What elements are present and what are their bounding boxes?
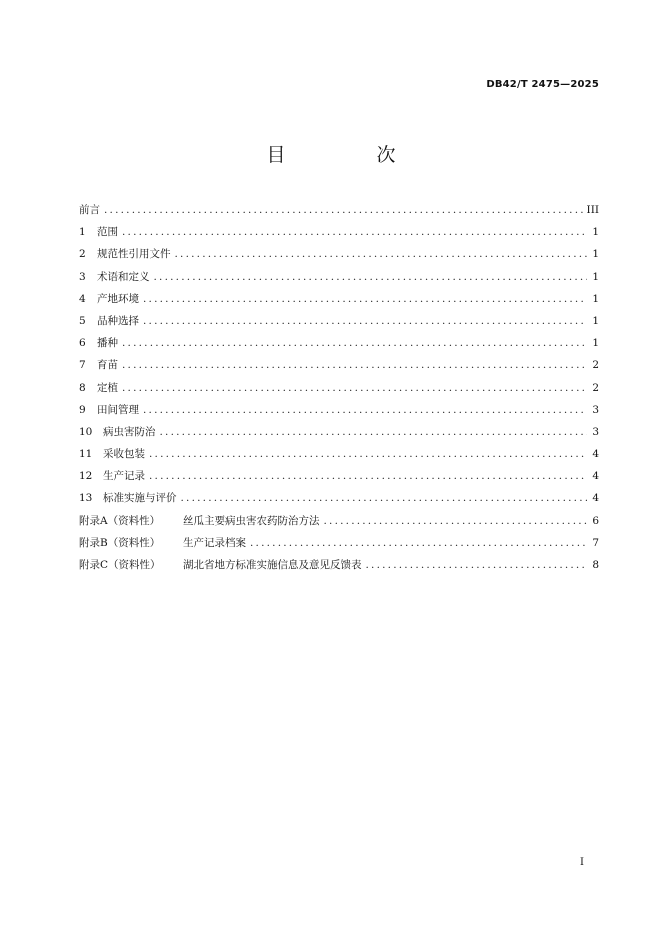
toc-page-number: 6 [592, 514, 599, 527]
toc-leader-dots [122, 377, 587, 399]
toc-leader-dots [149, 443, 587, 465]
toc-page-number: 2 [592, 359, 599, 372]
toc-label: 生产记录 [103, 470, 145, 483]
toc-label: 前言 [79, 204, 100, 216]
toc-number: 1 [79, 226, 86, 239]
toc-number: 3 [79, 270, 86, 283]
toc-leader-dots [149, 465, 587, 487]
toc-page-number: 1 [592, 292, 599, 305]
table-of-contents [79, 199, 599, 576]
toc-leader-dots [181, 487, 588, 509]
toc-page-number: 7 [592, 536, 599, 549]
toc-label: 生产记录档案 [183, 536, 246, 549]
toc-label: 术语和定义 [97, 270, 150, 283]
toc-label: 规范性引用文件 [97, 248, 171, 261]
standard-code: DB42/T 2475—2025 [486, 79, 599, 90]
toc-entry-appendix-b[interactable] [79, 532, 599, 554]
toc-entry-1[interactable] [79, 221, 599, 243]
toc-label: 育苗 [97, 359, 118, 372]
toc-entry-2[interactable] [79, 243, 599, 265]
toc-leader-dots [154, 266, 588, 288]
toc-leader-dots [104, 199, 583, 221]
toc-label: 播种 [97, 337, 118, 350]
toc-entry-appendix-a[interactable] [79, 510, 599, 532]
toc-label: 定植 [97, 381, 118, 394]
toc-entry-6[interactable] [79, 332, 599, 354]
toc-entry-4[interactable] [79, 288, 599, 310]
toc-label: 湖北省地方标准实施信息及意见反馈表 [183, 559, 362, 571]
toc-page-number: 3 [592, 403, 599, 416]
toc-leader-dots [143, 399, 587, 421]
toc-page-number: 1 [592, 314, 599, 327]
toc-entry-12[interactable] [79, 465, 599, 487]
toc-number: 5 [79, 314, 86, 327]
toc-entry-3[interactable] [79, 266, 599, 288]
toc-label: 丝瓜主要病虫害农药防治方法 [183, 514, 320, 527]
toc-number: 7 [79, 359, 86, 372]
toc-page-number: III [586, 204, 599, 216]
toc-number: 6 [79, 337, 86, 350]
toc-leader-dots [143, 310, 587, 332]
page-title: 目 次 [266, 144, 432, 166]
toc-leader-dots [122, 354, 587, 376]
toc-page-number: 8 [592, 559, 599, 571]
toc-number: 4 [79, 292, 86, 305]
toc-number: 11 [79, 448, 93, 461]
toc-page-number: 1 [592, 270, 599, 283]
toc-entry-13[interactable] [79, 487, 599, 509]
toc-entry-appendix-c[interactable] [79, 554, 599, 576]
toc-number: 附录C（资料性） [79, 559, 161, 571]
toc-entry-foreword[interactable] [79, 199, 599, 221]
toc-label: 病虫害防治 [103, 425, 156, 438]
toc-entry-5[interactable] [79, 310, 599, 332]
toc-page-number: 2 [592, 381, 599, 394]
toc-page-number: 4 [592, 492, 599, 505]
toc-entry-9[interactable] [79, 399, 599, 421]
toc-page-number: 1 [592, 337, 599, 350]
toc-label: 品种选择 [97, 314, 139, 327]
toc-label: 范围 [97, 226, 118, 239]
toc-label: 产地环境 [97, 292, 139, 305]
toc-number: 2 [79, 248, 86, 261]
toc-number: 8 [79, 381, 86, 394]
toc-leader-dots [122, 332, 587, 354]
toc-number: 附录A（资料性） [79, 514, 161, 527]
toc-leader-dots [366, 554, 588, 576]
toc-page-number: 1 [592, 248, 599, 261]
toc-number: 9 [79, 403, 86, 416]
toc-entry-7[interactable] [79, 354, 599, 376]
toc-label: 田间管理 [97, 403, 139, 416]
toc-label: 标准实施与评价 [103, 492, 177, 505]
toc-page-number: 4 [592, 470, 599, 483]
footer-page-number: I [580, 857, 584, 868]
toc-number: 附录B（资料性） [79, 536, 161, 549]
toc-number: 13 [79, 492, 93, 505]
toc-leader-dots [143, 288, 587, 310]
toc-leader-dots [250, 532, 587, 554]
toc-number: 10 [79, 425, 93, 438]
toc-page-number: 1 [592, 226, 599, 239]
toc-label: 采收包装 [103, 448, 145, 461]
toc-page-number: 3 [592, 425, 599, 438]
toc-entry-10[interactable] [79, 421, 599, 443]
toc-entry-8[interactable] [79, 377, 599, 399]
toc-page-number: 4 [592, 448, 599, 461]
toc-leader-dots [175, 243, 588, 265]
toc-number: 12 [79, 470, 93, 483]
toc-leader-dots [324, 510, 588, 532]
toc-leader-dots [160, 421, 588, 443]
toc-leader-dots [122, 221, 587, 243]
toc-entry-11[interactable] [79, 443, 599, 465]
